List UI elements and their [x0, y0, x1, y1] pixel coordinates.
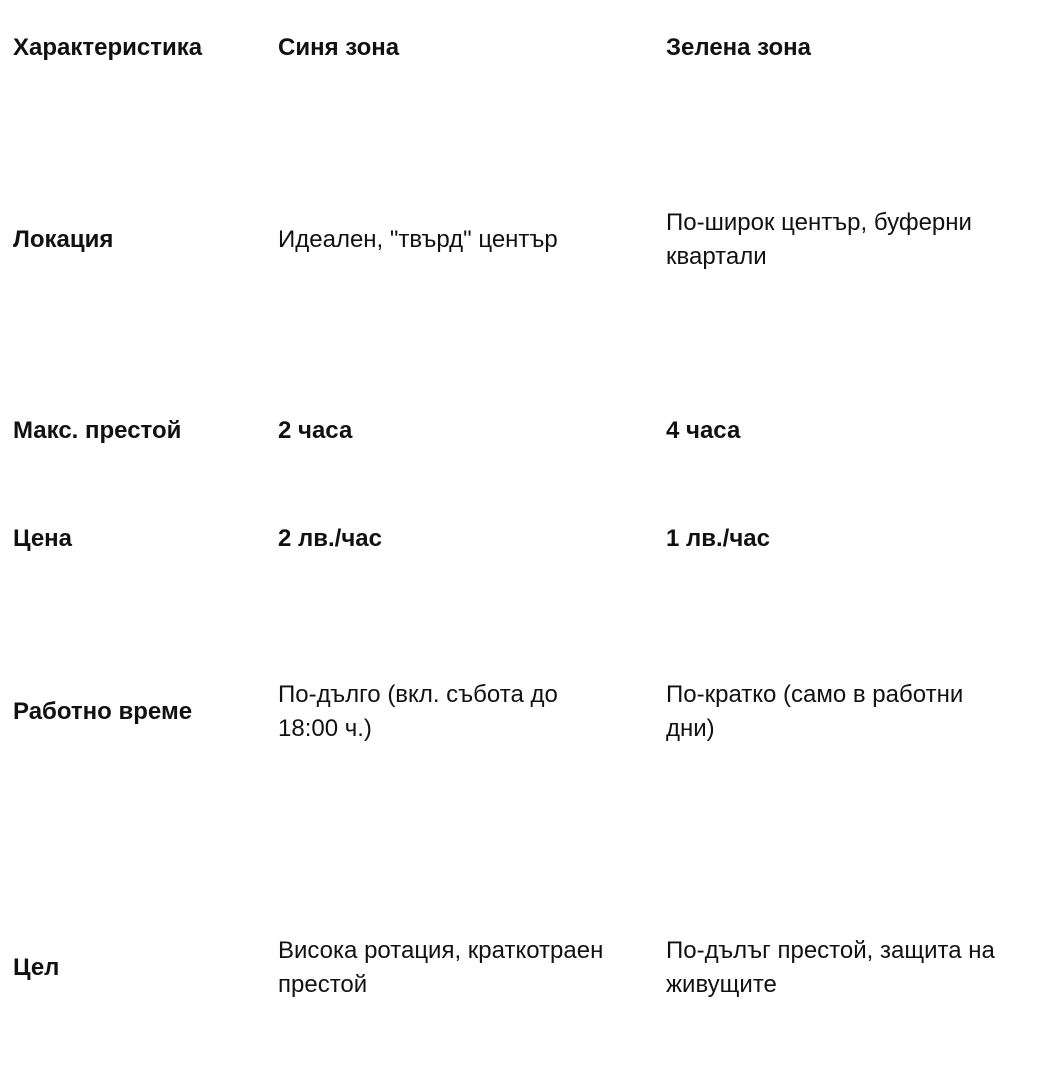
- row-label: Макс. престой: [13, 417, 182, 444]
- header-blue-zone: Синя зона: [278, 34, 400, 61]
- row-label: Цел: [13, 954, 60, 981]
- green-zone-value: По-кратко (само в работни дни): [666, 681, 964, 742]
- blue-zone-value: Висока ротация, краткотраен престой: [278, 937, 604, 998]
- row-label: Работно време: [13, 698, 193, 725]
- green-zone-value: По-дълъг престой, защита на живущите: [666, 937, 995, 998]
- header-characteristic: Характеристика: [13, 34, 203, 61]
- row-label: Цена: [13, 525, 73, 552]
- row-label: Локация: [13, 226, 114, 253]
- blue-zone-value: По-дълго (вкл. събота до 18:00 ч.): [278, 681, 558, 742]
- green-zone-value: 4 часа: [666, 417, 741, 444]
- green-zone-value: По-широк център, буферни квартали: [666, 209, 972, 270]
- blue-zone-value: 2 лв./час: [278, 525, 382, 552]
- blue-zone-value: Идеален, "твърд" център: [278, 226, 558, 253]
- header-green-zone: Зелена зона: [666, 34, 812, 61]
- green-zone-value: 1 лв./час: [666, 525, 770, 552]
- blue-zone-value: 2 часа: [278, 417, 353, 444]
